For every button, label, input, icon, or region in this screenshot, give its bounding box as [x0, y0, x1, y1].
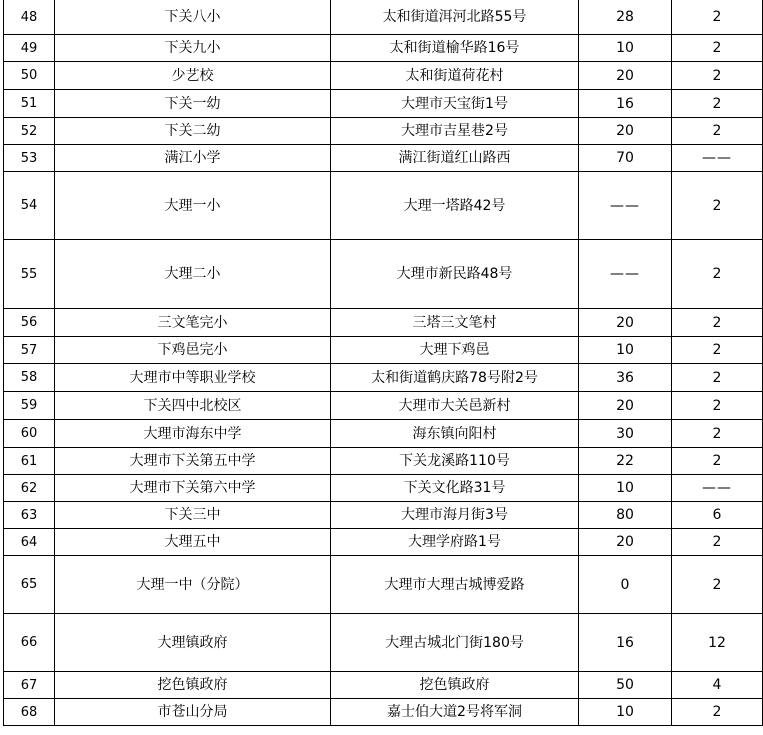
site-name: 下关四中北校区 [55, 392, 331, 420]
other-cell: 12 [672, 614, 763, 672]
row-number: 51 [4, 90, 55, 118]
table-row [4, 145, 763, 172]
count-cell: 16 [579, 614, 672, 672]
table-row [4, 35, 763, 62]
site-name: 下鸡邑完小 [55, 337, 331, 364]
other-cell: 2 [672, 62, 763, 90]
site-name: 下关一幼 [55, 90, 331, 118]
other-cell: 2 [672, 35, 763, 62]
count-cell: 20 [579, 392, 672, 420]
row-number: 60 [4, 420, 55, 448]
other-cell: 2 [672, 699, 763, 726]
table-row [4, 0, 763, 35]
site-address: 大理市大理古城博爱路 [331, 556, 579, 614]
row-number: 64 [4, 529, 55, 556]
site-name: 大理一小 [55, 172, 331, 240]
site-name: 下关八小 [55, 0, 331, 35]
site-name: 大理二小 [55, 240, 331, 309]
row-number: 66 [4, 614, 55, 672]
site-name: 三文笔完小 [55, 309, 331, 337]
count-cell: 80 [579, 502, 672, 529]
count-cell: 10 [579, 699, 672, 726]
site-address: 太和街道榆华路16号 [331, 35, 579, 62]
table-row [4, 502, 763, 529]
count-cell: 30 [579, 420, 672, 448]
row-number: 61 [4, 448, 55, 475]
table-row [4, 364, 763, 392]
count-cell: 16 [579, 90, 672, 118]
site-address: 太和街道荷花村 [331, 62, 579, 90]
row-number: 58 [4, 364, 55, 392]
count-cell: 20 [579, 118, 672, 145]
site-address: 下关龙溪路110号 [331, 448, 579, 475]
site-address: 嘉士伯大道2号将军洞 [331, 699, 579, 726]
row-number: 65 [4, 556, 55, 614]
count-cell: 22 [579, 448, 672, 475]
count-cell: 50 [579, 672, 672, 699]
count-cell: 28 [579, 0, 672, 35]
site-name: 满江小学 [55, 145, 331, 172]
site-name: 大理市中等职业学校 [55, 364, 331, 392]
site-name: 下关二幼 [55, 118, 331, 145]
other-cell: 2 [672, 529, 763, 556]
other-cell: 2 [672, 172, 763, 240]
site-address: 大理市新民路48号 [331, 240, 579, 309]
other-cell: 2 [672, 556, 763, 614]
count-cell: 10 [579, 475, 672, 502]
data-table [3, 0, 763, 726]
other-cell: 6 [672, 502, 763, 529]
table-row [4, 699, 763, 726]
count-cell: 0 [579, 556, 672, 614]
site-name: 下关三中 [55, 502, 331, 529]
count-cell: —— [579, 240, 672, 309]
site-address: 三塔三文笔村 [331, 309, 579, 337]
site-address: 下关文化路31号 [331, 475, 579, 502]
other-cell: 2 [672, 448, 763, 475]
site-name: 大理市下关第五中学 [55, 448, 331, 475]
row-number: 49 [4, 35, 55, 62]
table-row [4, 420, 763, 448]
row-number: 50 [4, 62, 55, 90]
site-address: 大理市吉星巷2号 [331, 118, 579, 145]
other-cell: —— [672, 145, 763, 172]
site-address: 大理学府路1号 [331, 529, 579, 556]
table-row [4, 240, 763, 309]
count-cell: 70 [579, 145, 672, 172]
row-number: 53 [4, 145, 55, 172]
row-number: 56 [4, 309, 55, 337]
table-row [4, 392, 763, 420]
table-row [4, 672, 763, 699]
count-cell: 36 [579, 364, 672, 392]
row-number: 57 [4, 337, 55, 364]
count-cell: 20 [579, 62, 672, 90]
other-cell: 2 [672, 337, 763, 364]
count-cell: 10 [579, 35, 672, 62]
row-number: 54 [4, 172, 55, 240]
site-name: 大理市下关第六中学 [55, 475, 331, 502]
table-row [4, 475, 763, 502]
site-address: 大理一塔路42号 [331, 172, 579, 240]
table-row [4, 556, 763, 614]
other-cell: 2 [672, 0, 763, 35]
other-cell: 2 [672, 309, 763, 337]
row-number: 67 [4, 672, 55, 699]
site-name: 少艺校 [55, 62, 331, 90]
site-name: 大理五中 [55, 529, 331, 556]
site-name: 挖色镇政府 [55, 672, 331, 699]
other-cell: 4 [672, 672, 763, 699]
other-cell: 2 [672, 240, 763, 309]
table-row [4, 529, 763, 556]
site-address: 大理市海月街3号 [331, 502, 579, 529]
table-row [4, 172, 763, 240]
table-row [4, 309, 763, 337]
site-address: 海东镇向阳村 [331, 420, 579, 448]
site-name: 市苍山分局 [55, 699, 331, 726]
site-address: 大理下鸡邑 [331, 337, 579, 364]
table-row [4, 118, 763, 145]
count-cell: —— [579, 172, 672, 240]
table-row [4, 90, 763, 118]
site-address: 挖色镇政府 [331, 672, 579, 699]
other-cell: 2 [672, 118, 763, 145]
site-address: 大理古城北门街180号 [331, 614, 579, 672]
site-address: 大理市天宝街1号 [331, 90, 579, 118]
other-cell: —— [672, 475, 763, 502]
table-row [4, 614, 763, 672]
other-cell: 2 [672, 420, 763, 448]
site-name: 大理一中（分院） [55, 556, 331, 614]
row-number: 62 [4, 475, 55, 502]
table-row [4, 448, 763, 475]
table-row [4, 62, 763, 90]
site-address: 太和街道洱河北路55号 [331, 0, 579, 35]
site-address: 大理市大关邑新村 [331, 392, 579, 420]
site-address: 太和街道鹤庆路78号附2号 [331, 364, 579, 392]
count-cell: 20 [579, 309, 672, 337]
site-name: 下关九小 [55, 35, 331, 62]
site-address: 满江街道红山路西 [331, 145, 579, 172]
site-name: 大理镇政府 [55, 614, 331, 672]
other-cell: 2 [672, 392, 763, 420]
count-cell: 10 [579, 337, 672, 364]
row-number: 52 [4, 118, 55, 145]
table-row [4, 337, 763, 364]
row-number: 59 [4, 392, 55, 420]
count-cell: 20 [579, 529, 672, 556]
other-cell: 2 [672, 364, 763, 392]
row-number: 55 [4, 240, 55, 309]
row-number: 63 [4, 502, 55, 529]
row-number: 68 [4, 699, 55, 726]
other-cell: 2 [672, 90, 763, 118]
site-name: 大理市海东中学 [55, 420, 331, 448]
row-number: 48 [4, 0, 55, 35]
